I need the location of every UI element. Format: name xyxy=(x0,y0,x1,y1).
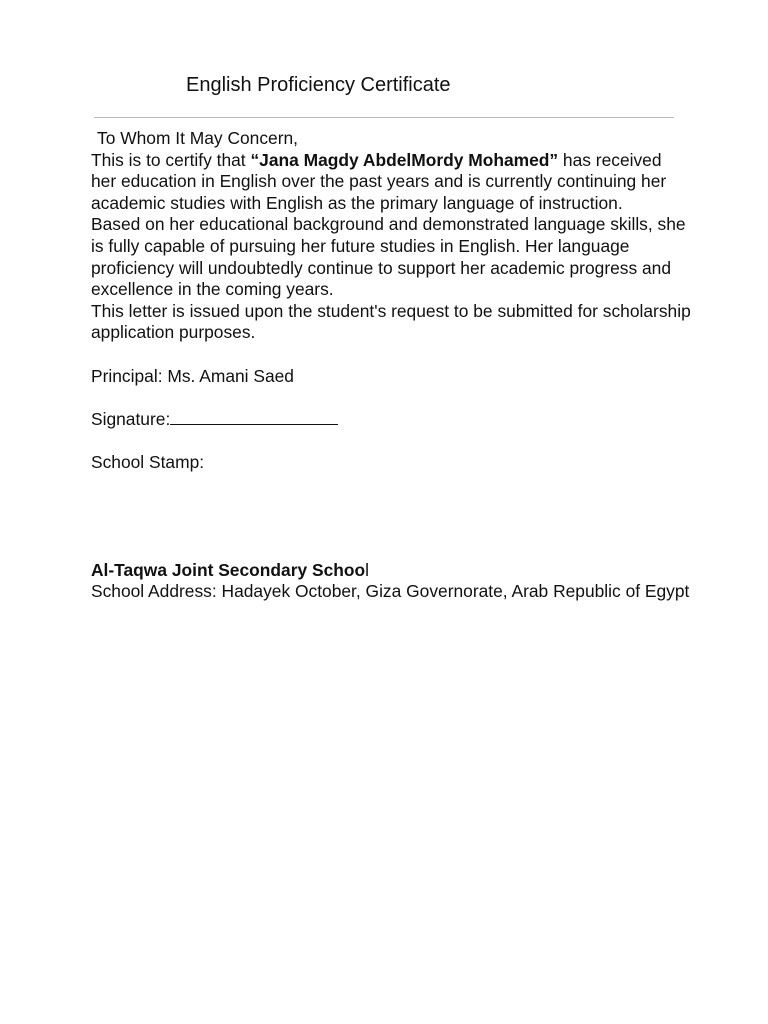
student-name: “Jana Magdy AbdelMordy Mohamed” xyxy=(250,149,559,170)
paragraph1-rest: has received her education in English over the past years and is currently continuing her academic studies with English as the primary language of instruction. xyxy=(91,149,667,213)
school-name xyxy=(91,560,691,582)
salutation: To Whom It May Concern, xyxy=(97,128,299,148)
document-title: English Proficiency Certificate xyxy=(186,74,451,96)
purpose-paragraph: This letter is issued upon the student's request to be submitted for scholarship application purposes. xyxy=(91,300,691,343)
stamp-line: School Stamp: xyxy=(91,451,205,472)
signature-label: Signature: xyxy=(91,408,171,429)
school-address: School Address: Hadayek October, Giza Governorate, Arab Republic of Egypt xyxy=(91,581,690,602)
stamp-area xyxy=(91,474,691,560)
spacer xyxy=(91,387,691,409)
capability-paragraph: Based on her educational background and demonstrated language skills, she is fully capable of pursuing her future studies in English. Her language proficiency will undoubtedly continue to support her academic progress and excellence in the coming years. xyxy=(91,214,686,300)
title-divider xyxy=(94,117,674,118)
signature-blank xyxy=(170,409,338,425)
certification-paragraph xyxy=(91,150,691,215)
spacer xyxy=(91,344,691,366)
school-name-bold: Al-Taqwa Joint Secondary Schoo xyxy=(91,559,366,580)
letter-body xyxy=(91,128,691,603)
school-name-tail: l xyxy=(365,559,369,580)
spacer xyxy=(91,430,691,452)
principal-line: Principal: Ms. Amani Saed xyxy=(91,365,294,386)
paragraph1-intro: This is to certify that xyxy=(91,149,251,170)
signature-line xyxy=(91,409,691,431)
